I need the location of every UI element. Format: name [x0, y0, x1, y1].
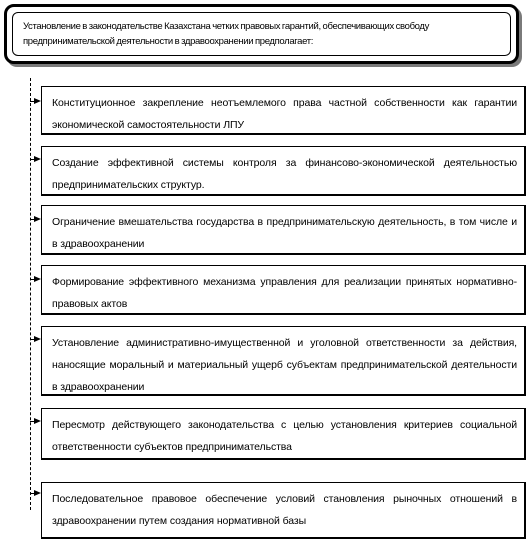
item-box-7	[41, 482, 526, 539]
item-text-7: Последовательное правовое обеспечение условий становления рыночных отношений в здравоохранении путем создания нормативной базы	[52, 493, 517, 527]
arrow-icon	[34, 490, 41, 496]
item-text-2: Создание эффективной системы контроля за финансово-экономической деятельностью предпринимательских структур.	[52, 157, 517, 191]
header-box	[4, 4, 519, 64]
arrow-icon	[34, 98, 41, 104]
item-box-5	[41, 326, 526, 396]
arrow-icon	[34, 276, 41, 282]
arrow-icon	[34, 418, 41, 424]
item-box-2	[41, 146, 526, 196]
item-text-6: Пересмотр действующего законодательства с целью установления критериев социальной ответственности субъектов предпринимательства	[52, 419, 517, 453]
item-box-3	[41, 205, 526, 255]
arrow-icon	[34, 216, 41, 222]
arrow-icon	[34, 156, 41, 162]
item-box-6	[41, 408, 526, 460]
item-text-4: Формирование эффективного механизма управления для реализации принятых нормативно-правовых актов	[52, 276, 517, 310]
item-text-3: Ограничение вмешательства государства в предпринимательскую деятельность, в том числе и в здравоохранении	[52, 216, 517, 250]
header-text: Установление в законодательстве Казахстана четких правовых гарантий, обеспечивающих свободу предпринимательской деятельности в здравоохранении предполагает:	[12, 12, 511, 56]
item-text-1: Конституционное закрепление неотъемлемого права частной собственности как гарантии экономической самостоятельности ЛПУ	[52, 97, 517, 131]
item-box-4	[41, 265, 526, 315]
item-text-5: Установление административно-имущественной и уголовной ответственности за действия, наносящие моральный и материальный ущерб субъектам предпринимательской деятельности в здравоохранении	[52, 337, 517, 393]
connector-trunk	[30, 78, 31, 510]
arrow-icon	[34, 336, 41, 342]
item-box-1	[41, 86, 526, 135]
